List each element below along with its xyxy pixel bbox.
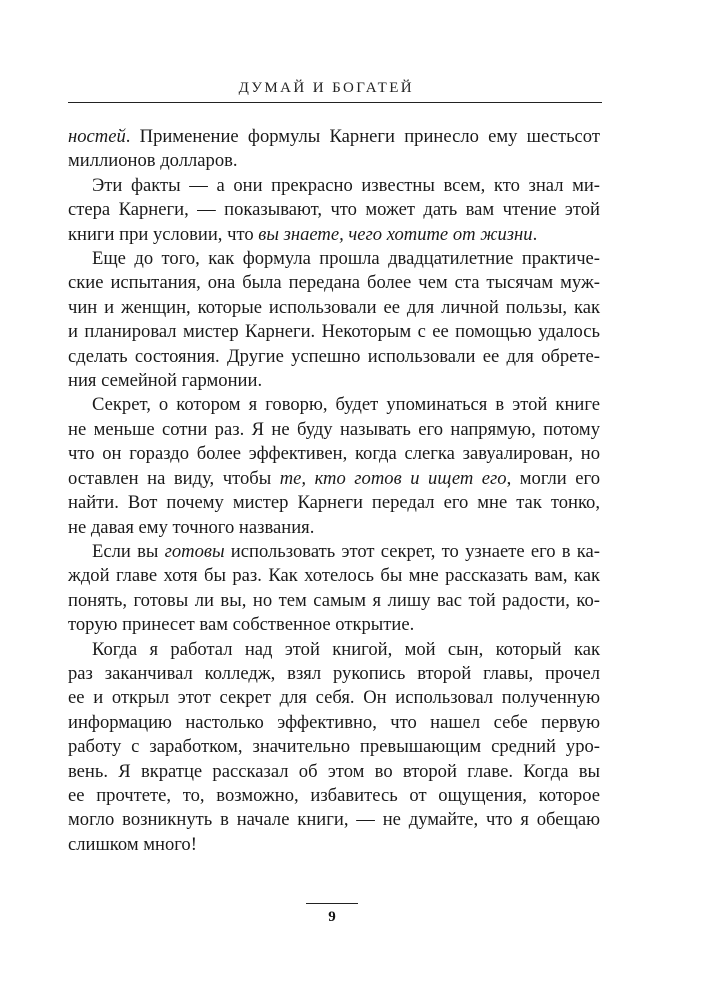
- text-run: ские испытания, она была передана более чем ста тысячам муж-: [68, 272, 600, 294]
- text-run: чин и женщин, которые использовали ее для личной пользы, как: [68, 296, 600, 318]
- text-line: [68, 784, 600, 808]
- paragraph: [68, 638, 600, 858]
- text-run: стера Карнеги, — показывают, что может дать вам чтение этой: [68, 199, 600, 221]
- text-line: [68, 686, 600, 710]
- text-run: сделать состояния. Другие успешно использовали ее для обрете-: [68, 345, 600, 367]
- text-line: [68, 735, 600, 759]
- text-line: [68, 540, 600, 564]
- text-line: [68, 589, 600, 613]
- text-run: . Применение формулы Карнеги принесло ему шестьсот: [125, 126, 600, 147]
- text-line: [68, 174, 600, 198]
- text-run: понять, готовы ли вы, но тем самым я лишу вас той радости, ко-: [68, 589, 600, 611]
- paragraph: [68, 125, 600, 174]
- text-line: [68, 198, 600, 222]
- text-run: вень. Я вкратце рассказал об этом во второй главе. Когда вы: [68, 760, 600, 782]
- text-line: [68, 442, 600, 466]
- paragraph: [68, 247, 600, 393]
- text-line: [68, 467, 600, 491]
- text-run: Секрет, о котором я говорю, будет упоминаться в этой книге: [92, 394, 600, 416]
- text-run: миллионов долларов.: [68, 150, 238, 172]
- text-run: ния семейной гармонии.: [68, 370, 263, 392]
- text-line: [68, 662, 600, 686]
- text-line: [68, 833, 600, 857]
- text-run: Эти факты — а они прекрасно известны всем, кто знал ми-: [92, 174, 600, 196]
- text-line: [68, 564, 600, 588]
- text-run: Когда я работал над этой книгой, мой сын, который как: [92, 638, 600, 660]
- text-line: [68, 149, 600, 173]
- text-line: [68, 613, 600, 637]
- text-run: Если вы: [92, 540, 165, 562]
- text-line: [68, 711, 600, 735]
- page-body: [68, 125, 600, 857]
- page-number: 9: [328, 909, 336, 925]
- text-line: [68, 808, 600, 832]
- text-line: [68, 320, 600, 344]
- italic-run: готовы: [164, 540, 225, 562]
- text-run: книги при условии, что: [68, 223, 259, 245]
- text-line: [68, 760, 600, 784]
- text-run: ее и открыл этот секрет для себя. Он использовал полученную: [68, 687, 600, 709]
- text-line: [68, 345, 600, 369]
- text-run: торую принесет вам собственное открытие.: [68, 614, 415, 636]
- running-header: [68, 76, 602, 103]
- paragraph: [68, 174, 600, 247]
- italic-run: ностей: [68, 126, 126, 147]
- text-line: [68, 271, 600, 295]
- text-line: [68, 247, 600, 271]
- text-run: Еще до того, как формула прошла двадцатилетние практиче-: [92, 248, 600, 270]
- text-line: [68, 223, 600, 247]
- text-line: [68, 638, 600, 662]
- text-line: [68, 491, 600, 515]
- text-run: использовать этот секрет, то узнаете его в ка-: [224, 540, 600, 562]
- paragraph: [68, 540, 600, 638]
- text-line: [68, 369, 600, 393]
- paragraph: [68, 393, 600, 539]
- text-run: ее прочтете, то, возможно, избавитесь от ощущения, которое: [68, 784, 600, 806]
- footer-rule: [306, 903, 358, 904]
- text-run: найти. Вот почему мистер Карнеги передал его мне так тонко,: [68, 492, 600, 514]
- text-line: [68, 125, 600, 149]
- italic-run: те, кто готов и ищет его: [279, 467, 507, 489]
- italic-run: вы знаете, чего хотите от жизни: [258, 223, 533, 245]
- text-run: работу с заработком, значительно превышающим средний уро-: [68, 736, 600, 758]
- text-line: [68, 296, 600, 320]
- text-run: и планировал мистер Карнеги. Некоторым с ее помощью удалось: [68, 321, 600, 343]
- text-run: , могли его: [506, 467, 600, 489]
- text-line: [68, 516, 600, 540]
- text-run: могло возникнуть в начале книги, — не думайте, что я обещаю: [68, 809, 600, 831]
- text-run: информацию настолько эффективно, что нашел себе первую: [68, 711, 600, 733]
- book-title: ДУМАЙ И БОГАТЕЙ: [238, 80, 414, 96]
- text-run: что он гораздо более эффективен, когда слегка завуалирован, но: [68, 443, 600, 465]
- text-line: [68, 393, 600, 417]
- text-run: .: [532, 223, 538, 245]
- text-run: не меньше сотни раз. Я не буду называть его напрямую, потому: [68, 418, 600, 440]
- text-line: [68, 418, 600, 442]
- text-run: раз заканчивал колледж, взял рукопись второй главы, прочел: [68, 662, 600, 684]
- text-run: не давая ему точного названия.: [68, 516, 315, 538]
- text-run: слишком много!: [68, 833, 197, 855]
- text-run: ждой главе хотя бы раз. Как хотелось бы мне рассказать вам, как: [68, 565, 600, 587]
- text-run: оставлен на виду, чтобы: [68, 467, 280, 489]
